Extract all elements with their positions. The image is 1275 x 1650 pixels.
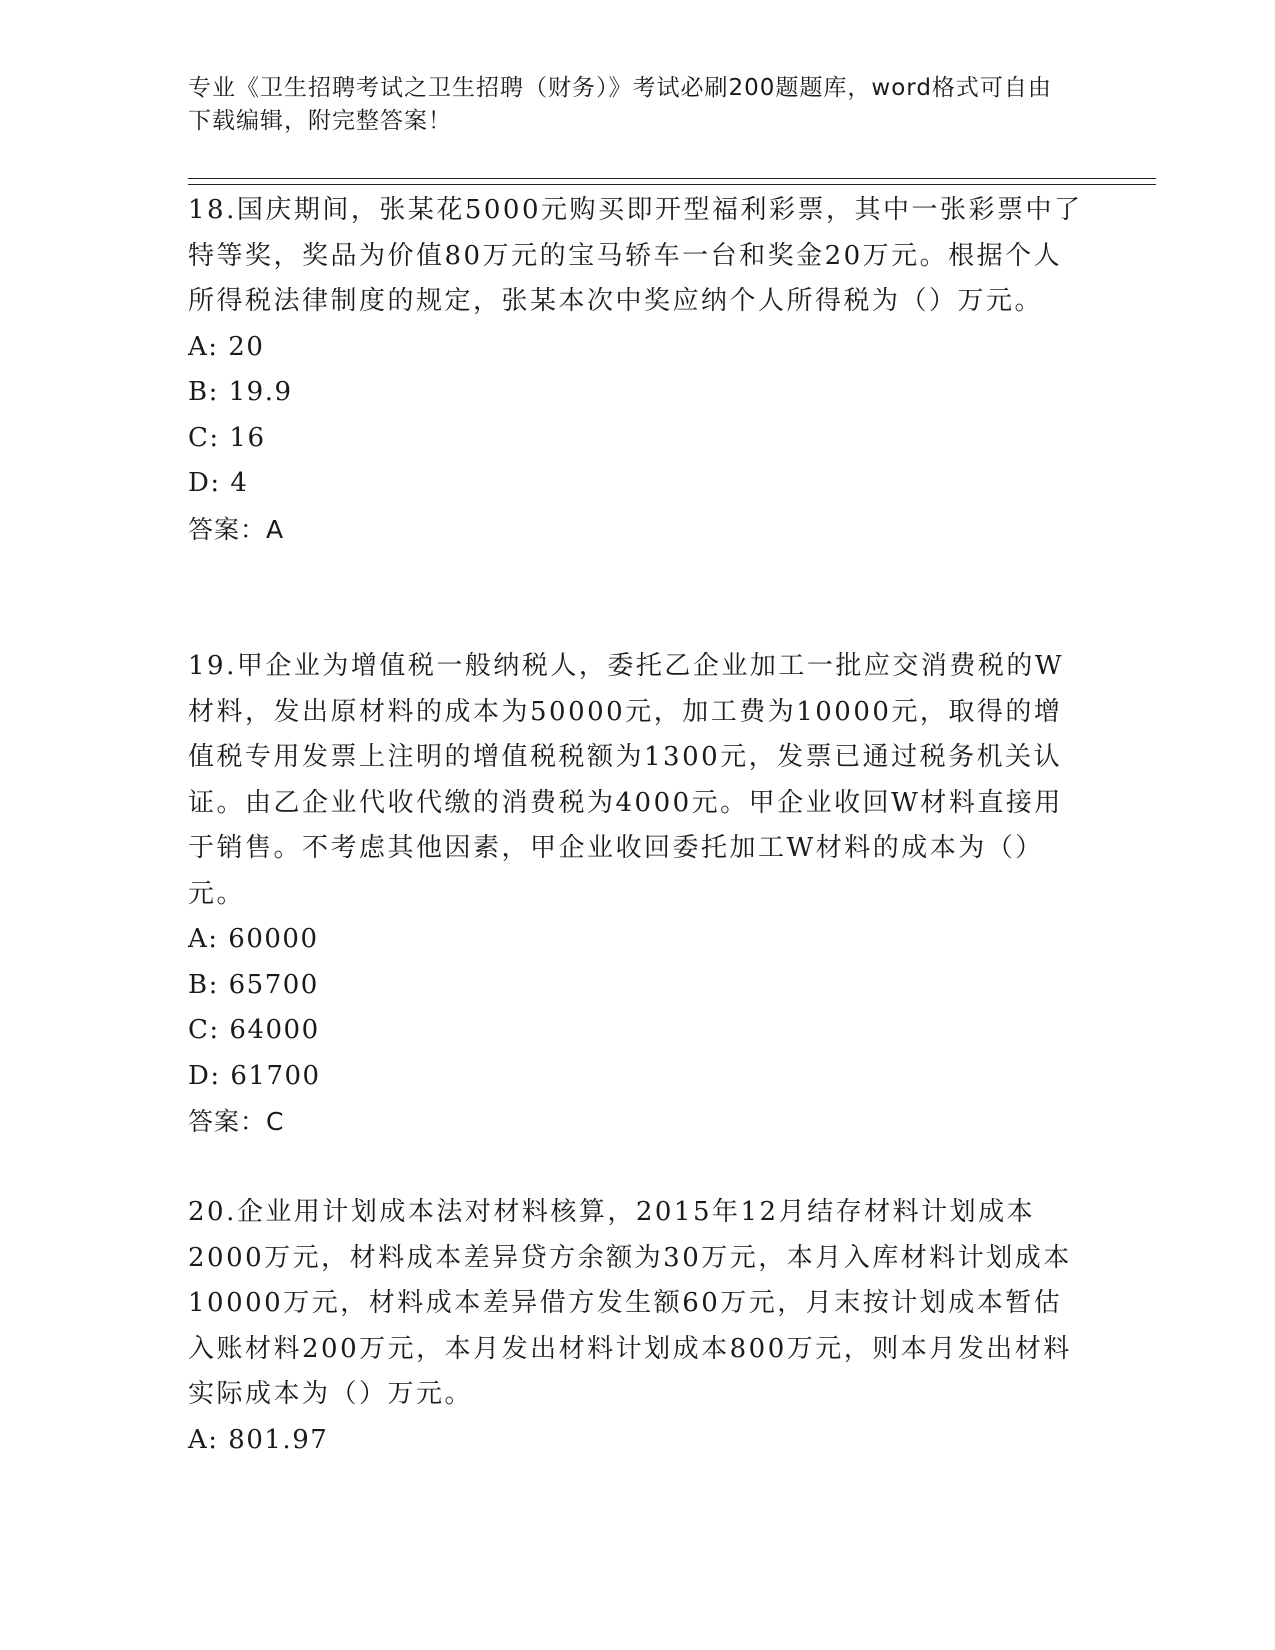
question-stem: 20.企业用计划成本法对材料核算，2015年12月结存材料计划成本2000万元，材料成本差异贷方余额为30万元，本月入库材料计划成本10000万元，材料成本差异借方发生额60万元，月末按计划成本暂估入账材料200万元，本月发出材料计划成本800万元，则本月发出材料实际成本为（）万元。 [188,1197,1072,1409]
question-20 [188,1190,1088,1463]
option-a: A: 20 [188,331,265,362]
option-d: D: 61700 [188,1060,321,1091]
header-divider-bottom [188,184,1156,185]
answer: 答案：C [188,1107,285,1136]
question-18 [188,188,1088,552]
option-a: A: 60000 [188,924,319,954]
answer: 答案：A [188,514,285,544]
option-c: C: 64000 [188,1015,320,1045]
question-stem: 18.国庆期间，张某花5000元购买即开型福利彩票，其中一张彩票中了特等奖，奖品为价值80万元的宝马轿车一台和奖金20万元。根据个人所得税法律制度的规定，张某本次中奖应纳个人所得税为（）万元。 [188,195,1083,316]
option-b: B: 19.9 [188,377,293,407]
option-c: C: 16 [188,422,266,453]
option-b: B: 65700 [188,969,319,1000]
option-d: D: 4 [188,468,249,498]
question-stem: 19.甲企业为增值税一般纳税人，委托乙企业加工一批应交消费税的W材料，发出原材料的成本为50000元，加工费为10000元，取得的增值税专用发票上注明的增值税税额为1300元，发票已通过税务机关认证。由乙企业代收代缴的消费税为4000元。甲企业收回W材料直接用于销售。不考虑其他因素，甲企业收回委托加工W材料的成本为（）元。 [188,651,1065,909]
option-a: A: 801.97 [188,1424,329,1455]
header-divider-top [188,178,1156,179]
question-19 [188,644,1088,1145]
document-header: 专业《卫生招聘考试之卫生招聘（财务）》考试必刷200题题库，word格式可自由下载编辑，附完整答案！ [188,75,1052,134]
